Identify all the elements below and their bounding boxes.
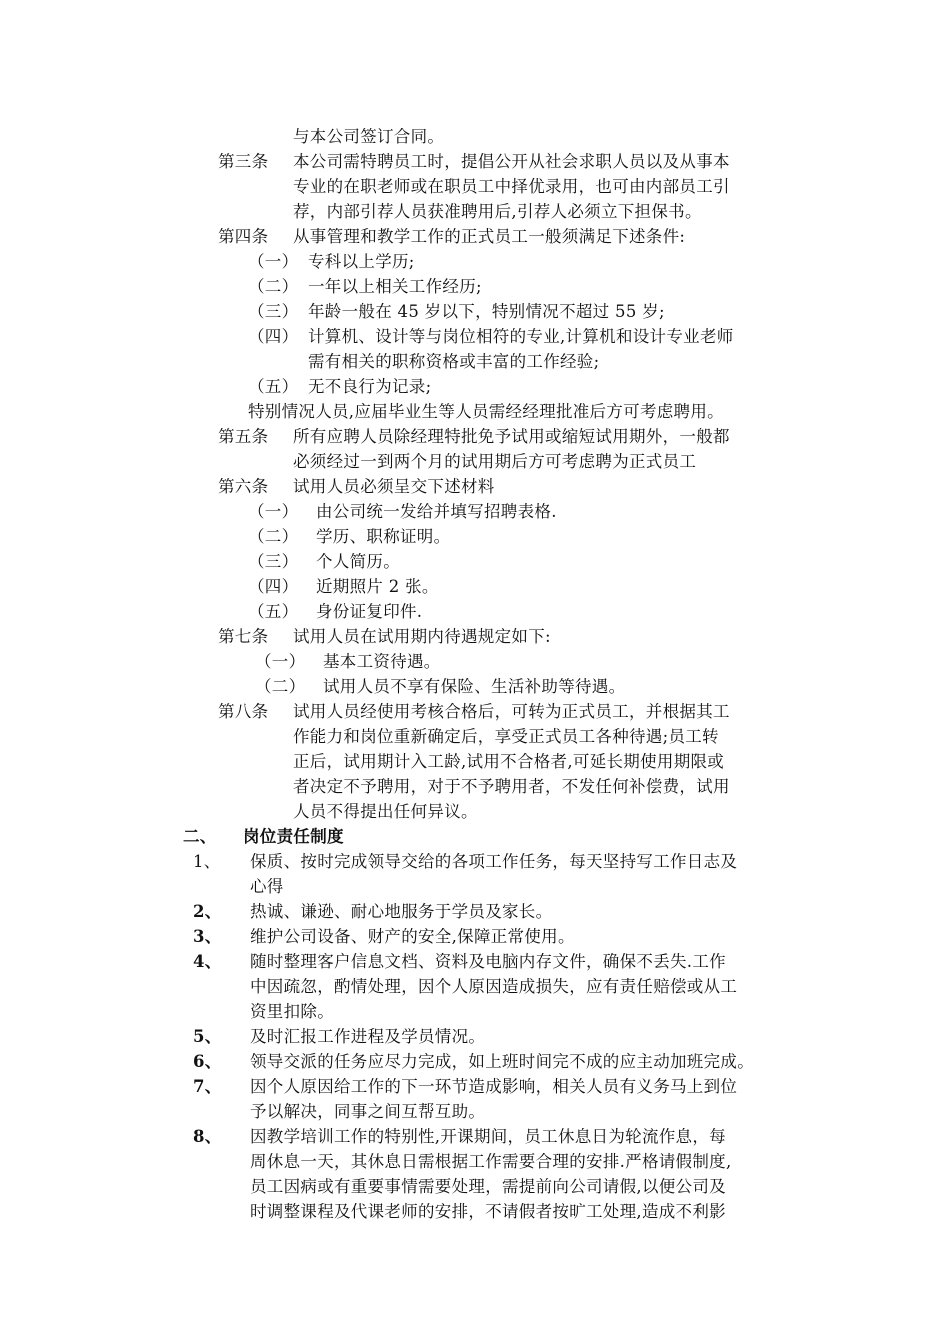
- text-line: 专科以上学历;: [308, 252, 415, 271]
- text-line: 员工因病或有重要事情需要处理，需提前向公司请假,以便公司及: [250, 1177, 726, 1196]
- text-line: 中因疏忽，酌情处理，因个人原因造成损失，应有责任赔偿或从工: [250, 977, 738, 996]
- section-number: 二、: [183, 827, 217, 846]
- text-line: 心得: [250, 877, 284, 896]
- item-number: （二）: [248, 277, 299, 296]
- text-line: 试用人员经使用考核合格后，可转为正式员工，并根据其工: [293, 702, 730, 721]
- text-line: 作能力和岗位重新确定后，享受正式员工各种待遇;员工转: [293, 727, 719, 746]
- text-line: 者决定不予聘用，对于不予聘用者，不发任何补偿费，试用: [293, 777, 730, 796]
- text-line: 热诚、谦逊、耐心地服务于学员及家长。: [250, 902, 553, 921]
- rule-number: 2、: [193, 902, 222, 921]
- text-line: 特别情况人员,应届毕业生等人员需经经理批准后方可考虑聘用。: [248, 402, 724, 421]
- item-number: （一）: [248, 252, 299, 271]
- text-line: 试用人员不享有保险、生活补助等待遇。: [323, 677, 626, 696]
- item-number: （一）: [255, 652, 306, 671]
- item-number: （四）: [248, 577, 299, 596]
- text-line: 无不良行为记录;: [308, 377, 432, 396]
- text-line: 所有应聘人员除经理特批免予试用或缩短试用期外，一般都: [293, 427, 730, 446]
- text-line: 因个人原因给工作的下一环节造成影响，相关人员有义务马上到位: [250, 1077, 738, 1096]
- item-number: （二）: [248, 527, 299, 546]
- article-label: 第三条: [218, 152, 269, 171]
- text-line: 随时整理客户信息文档、资料及电脑内存文件，确保不丢失.工作: [250, 952, 726, 971]
- text-line: 周休息一天，其休息日需根据工作需要合理的安排.严格请假制度,: [250, 1152, 732, 1171]
- text-line: 与本公司签订合同。: [293, 127, 445, 146]
- rule-number: 1、: [193, 852, 221, 871]
- section-title: 岗位责任制度: [243, 827, 344, 846]
- text-line: 近期照片 2 张。: [316, 577, 439, 596]
- rule-number: 8、: [193, 1127, 222, 1146]
- text-line: 学历、职称证明。: [316, 527, 451, 546]
- text-line: 试用人员必须呈交下述材料: [293, 477, 495, 496]
- text-line: 保质、按时完成领导交给的各项工作任务，每天坚持写工作日志及: [250, 852, 738, 871]
- text-line: 予以解决，同事之间互帮互助。: [250, 1102, 486, 1121]
- text-line: 基本工资待遇。: [323, 652, 441, 671]
- text-line: 必须经过一到两个月的试用期后方可考虑聘为正式员工: [293, 452, 697, 471]
- rule-number: 7、: [193, 1077, 222, 1096]
- text-line: 领导交派的任务应尽力完成，如上班时间完不成的应主动加班完成。: [250, 1052, 754, 1071]
- item-number: （二）: [255, 677, 306, 696]
- item-number: （三）: [248, 302, 299, 321]
- text-line: 身份证复印件.: [316, 602, 423, 621]
- text-line: 正后，试用期计入工龄,试用不合格者,可延长期使用期限或: [293, 752, 725, 771]
- article-label: 第六条: [218, 477, 269, 496]
- rule-number: 5、: [193, 1027, 222, 1046]
- text-line: 本公司需特聘员工时，提倡公开从社会求职人员以及从事本: [293, 152, 730, 171]
- article-label: 第四条: [218, 227, 269, 246]
- text-line: 荐，内部引荐人员获准聘用后,引荐人必须立下担保书。: [293, 202, 702, 221]
- text-line: 因教学培训工作的特别性,开课期间，员工休息日为轮流作息，每: [250, 1127, 726, 1146]
- rule-number: 6、: [193, 1052, 222, 1071]
- text-line: 试用人员在试用期内待遇规定如下:: [293, 627, 551, 646]
- text-line: 从事管理和教学工作的正式员工一般须满足下述条件:: [293, 227, 686, 246]
- text-line: 计算机、设计等与岗位相符的专业,计算机和设计专业老师: [308, 327, 734, 346]
- item-number: （五）: [248, 377, 299, 396]
- item-number: （一）: [248, 502, 299, 521]
- article-label: 第八条: [218, 702, 269, 721]
- text-line: 资里扣除。: [250, 1002, 334, 1021]
- text-line: 年龄一般在 45 岁以下，特别情况不超过 55 岁;: [308, 302, 665, 321]
- article-label: 第七条: [218, 627, 269, 646]
- text-line: 时调整课程及代课老师的安排，不请假者按旷工处理,造成不利影: [250, 1202, 726, 1221]
- text-line: 及时汇报工作进程及学员情况。: [250, 1027, 486, 1046]
- text-line: 专业的在职老师或在职员工中择优录用，也可由内部员工引: [293, 177, 730, 196]
- item-number: （五）: [248, 602, 299, 621]
- text-line: 一年以上相关工作经历;: [308, 277, 482, 296]
- text-line: 由公司统一发给并填写招聘表格.: [316, 502, 557, 521]
- rule-number: 4、: [193, 952, 222, 971]
- article-label: 第五条: [218, 427, 269, 446]
- text-line: 需有相关的职称资格或丰富的工作经验;: [308, 352, 600, 371]
- text-line: 维护公司设备、财产的安全,保障正常使用。: [250, 927, 575, 946]
- rule-number: 3、: [193, 927, 222, 946]
- item-number: （三）: [248, 552, 299, 571]
- text-line: 个人简历。: [316, 552, 400, 571]
- item-number: （四）: [248, 327, 299, 346]
- text-line: 人员不得提出任何异议。: [293, 802, 478, 821]
